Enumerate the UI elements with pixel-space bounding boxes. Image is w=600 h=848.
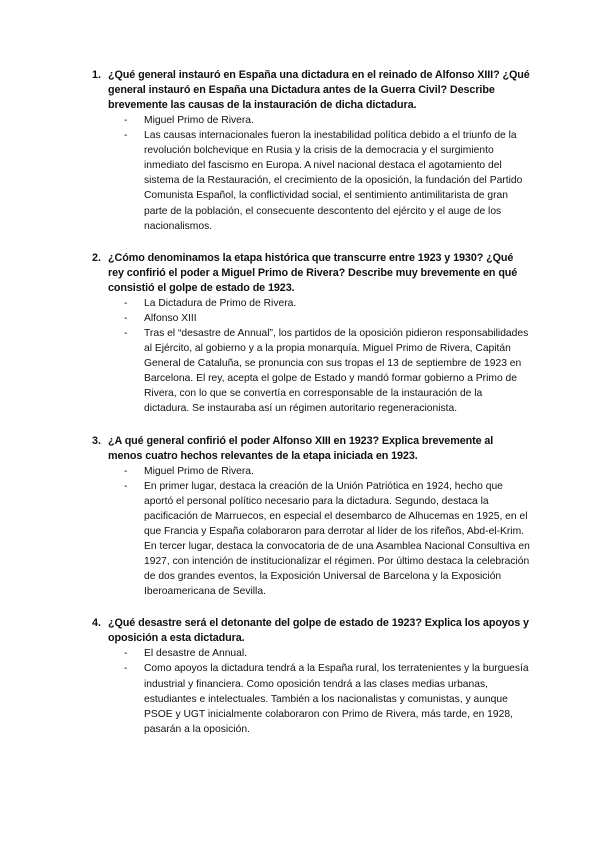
question-2 xyxy=(92,251,530,417)
question-1 xyxy=(92,68,530,234)
answer-text: Como apoyos la dictadura tendrá a la España rural, los terratenientes y la burguesía industrial y financiera. Como oposición tendrá a las clases medias urbanas, estudiantes e intelectuales. También a los nacionalistas y comunistas, y aunque PSOE y UGT inicialmente colaboraron con Primo de Rivera, más tarde, en 1928, pasarán a la oposición. xyxy=(144,663,529,735)
list-item xyxy=(124,326,530,417)
question-3 xyxy=(92,434,530,600)
question-text: ¿Qué desastre será el detonante del golpe de estado de 1923? Explica los apoyos y oposición a esta dictadura. xyxy=(108,617,529,645)
answer-list xyxy=(108,296,530,417)
answer-text: Tras el “desastre de Annual”, los partidos de la oposición pidieron responsabilidades al Ejército, al gobierno y a la propia monarquía. Miguel Primo de Rivera, Capitán General de Cataluña, se pronuncia con sus tropas el 13 de septiembre de 1923 en Barcelona. El rey, acepta el golpe de Estado y mandó formar gobierno a Primo de Rivera, con lo que se convertía en corresponsable de la instauración de la dictadura. Se instauraba así un régimen autoritario regeneracionista. xyxy=(144,327,529,415)
answer-text: En primer lugar, destaca la creación de la Unión Patriótica en 1924, hecho que aportó el personal político necesario para la dictadura. Segundo, destaca la pacificación de Marruecos, en especial el desembarco de Alhucemas en 1925, en el que Francia y España colaboraron para derrotar al líder de los rifeños, Abd-el-Krim. En tercer lugar, destaca la convocatoria de de una Asamblea Nacional Consultiva en 1927, con intención de institucionalizar el régimen. Por último destaca la celebración de dos grandes eventos, la Exposición Universal de Barcelona y la Exposición Iberoamericana de Sevilla. xyxy=(144,480,530,598)
question-2-header xyxy=(92,251,530,417)
list-item xyxy=(124,464,530,479)
list-item xyxy=(124,113,530,128)
question-number: 1. xyxy=(92,69,102,81)
question-2-body xyxy=(108,251,530,417)
dash-bullet: - xyxy=(124,480,128,492)
dash-bullet: - xyxy=(124,115,128,126)
dash-bullet: - xyxy=(124,648,128,660)
list-item xyxy=(124,661,530,736)
list-item xyxy=(124,311,530,326)
list-item xyxy=(124,296,530,311)
answer-text: Miguel Primo de Rivera. xyxy=(144,465,254,477)
question-4-header xyxy=(92,616,530,737)
question-number: 3. xyxy=(92,434,102,447)
question-text: ¿A qué general confirió el poder Alfonso XIII en 1923? Explica brevemente al menos cuatro hechos relevantes de la etapa iniciada en 1923. xyxy=(108,434,494,462)
question-1-header xyxy=(92,68,530,234)
dash-bullet: - xyxy=(124,465,128,477)
question-4 xyxy=(92,616,530,737)
answer-list xyxy=(108,464,530,600)
question-3-body xyxy=(108,434,530,600)
question-1-body xyxy=(108,68,530,234)
dash-bullet: - xyxy=(124,297,128,309)
list-item xyxy=(124,646,530,661)
answer-text: Las causas internacionales fueron la inestabilidad política debido a el triunfo de la revolución bolchevique en Rusia y la crisis de la democracia y el surgimiento inmediato del fascismo en Europa. A nivel nacional destaca el agotamiento del sistema de la Restauración, el crecimiento de la oposición, la fundación del Partido Comunista Español, la conflictividad social, el sentimiento antimilitarista de gran parte de la población, el consecuente descontento del ejército y el auge de los nacionalismos. xyxy=(144,130,523,232)
question-4-body xyxy=(108,616,530,737)
question-number: 4. xyxy=(92,617,102,630)
list-item xyxy=(124,479,530,600)
question-number: 2. xyxy=(92,251,102,264)
answer-text: Alfonso XIII xyxy=(144,312,197,324)
question-text: ¿Qué general instauró en España una dictadura en el reinado de Alfonso XIII? ¿Qué general instauró en España una Dictadura antes de la Guerra Civil? Describe brevemente las causas de la instauración de dicha dictadura. xyxy=(108,69,530,111)
question-text: ¿Cómo denominamos la etapa histórica que transcurre entre 1923 y 1930? ¿Qué rey confirió el poder a Miguel Primo de Rivera? Describe muy brevemente en qué consistió el golpe de estado de 1923. xyxy=(108,251,518,294)
answer-list xyxy=(108,646,530,737)
answer-text: El desastre de Annual. xyxy=(144,648,248,660)
answer-text: Miguel Primo de Rivera. xyxy=(144,115,254,126)
answer-text: La Dictadura de Primo de Rivera. xyxy=(144,297,297,309)
question-3-header xyxy=(92,434,530,600)
dash-bullet: - xyxy=(124,327,128,339)
dash-bullet: - xyxy=(124,663,128,675)
answer-list xyxy=(108,113,530,234)
dash-bullet: - xyxy=(124,130,128,142)
dash-bullet: - xyxy=(124,312,128,324)
list-item xyxy=(124,128,530,234)
